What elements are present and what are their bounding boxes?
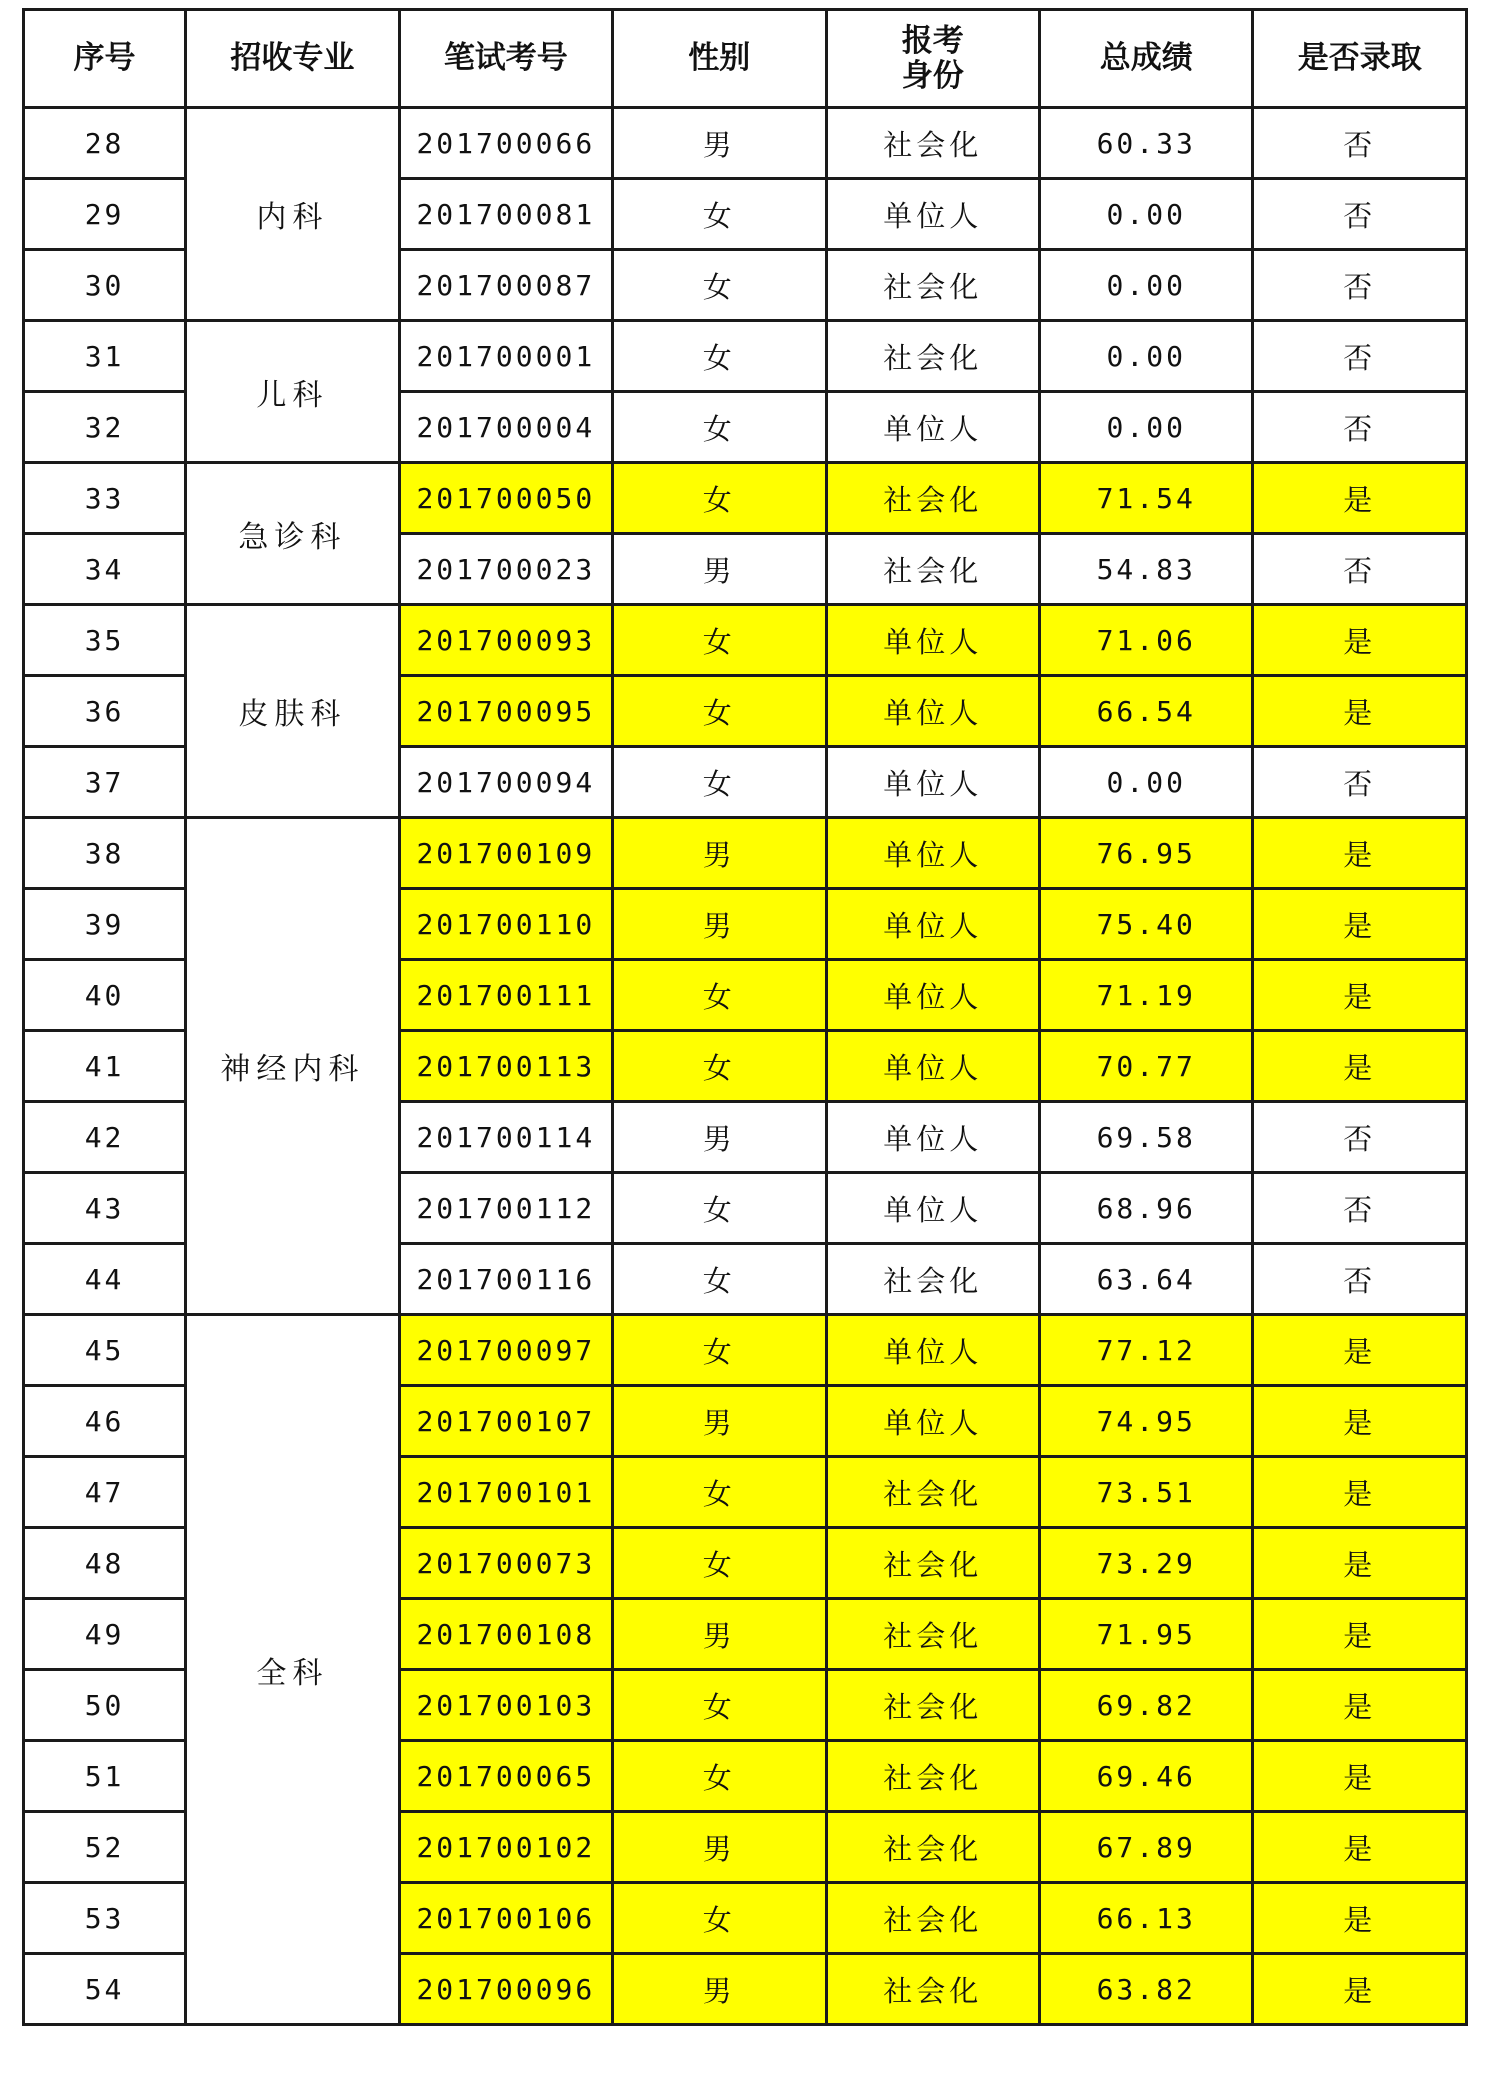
cell-gender: 女 (613, 1031, 826, 1102)
cell-gender: 女 (613, 1315, 826, 1386)
cell-major: 急诊科 (186, 463, 399, 605)
cell-admitted: 是 (1253, 1528, 1467, 1599)
cell-exam-no: 201700116 (399, 1244, 612, 1315)
cell-exam-no: 201700111 (399, 960, 612, 1031)
cell-total: 66.13 (1039, 1883, 1252, 1954)
cell-admitted: 否 (1253, 250, 1467, 321)
cell-exam-no: 201700073 (399, 1528, 612, 1599)
cell-admitted: 否 (1253, 1244, 1467, 1315)
cell-total: 73.29 (1039, 1528, 1252, 1599)
cell-exam-no: 201700001 (399, 321, 612, 392)
cell-identity: 单位人 (826, 1315, 1039, 1386)
cell-identity: 社会化 (826, 1812, 1039, 1883)
cell-gender: 女 (613, 321, 826, 392)
cell-exam-no: 201700081 (399, 179, 612, 250)
table-row (24, 463, 1467, 534)
cell-exam-no: 201700093 (399, 605, 612, 676)
cell-exam-no: 201700101 (399, 1457, 612, 1528)
cell-total: 71.95 (1039, 1599, 1252, 1670)
table-row (24, 321, 1467, 392)
cell-admitted: 是 (1253, 1741, 1467, 1812)
cell-seq: 38 (24, 818, 186, 889)
cell-total: 70.77 (1039, 1031, 1252, 1102)
cell-gender: 女 (613, 1670, 826, 1741)
table-row (24, 818, 1467, 889)
cell-admitted: 是 (1253, 1386, 1467, 1457)
cell-seq: 33 (24, 463, 186, 534)
cell-exam-no: 201700102 (399, 1812, 612, 1883)
cell-total: 71.06 (1039, 605, 1252, 676)
cell-identity: 社会化 (826, 1741, 1039, 1812)
cell-seq: 49 (24, 1599, 186, 1670)
cell-admitted: 是 (1253, 1599, 1467, 1670)
cell-gender: 男 (613, 1954, 826, 2025)
cell-seq: 50 (24, 1670, 186, 1741)
cell-identity: 社会化 (826, 1670, 1039, 1741)
cell-gender: 女 (613, 1457, 826, 1528)
table-row (24, 605, 1467, 676)
cell-seq: 44 (24, 1244, 186, 1315)
cell-total: 69.82 (1039, 1670, 1252, 1741)
header-gender: 性别 (613, 10, 826, 108)
cell-exam-no: 201700004 (399, 392, 612, 463)
cell-identity: 社会化 (826, 1457, 1039, 1528)
cell-major: 神经内科 (186, 818, 399, 1315)
cell-identity: 单位人 (826, 889, 1039, 960)
header-row (24, 10, 1467, 108)
cell-total: 76.95 (1039, 818, 1252, 889)
cell-identity: 社会化 (826, 108, 1039, 179)
cell-admitted: 是 (1253, 1457, 1467, 1528)
cell-seq: 30 (24, 250, 186, 321)
cell-seq: 52 (24, 1812, 186, 1883)
cell-identity: 单位人 (826, 605, 1039, 676)
cell-total: 60.33 (1039, 108, 1252, 179)
cell-gender: 男 (613, 1386, 826, 1457)
cell-gender: 男 (613, 1102, 826, 1173)
cell-gender: 男 (613, 1812, 826, 1883)
cell-admitted: 否 (1253, 321, 1467, 392)
cell-seq: 41 (24, 1031, 186, 1102)
cell-admitted: 是 (1253, 463, 1467, 534)
cell-exam-no: 201700114 (399, 1102, 612, 1173)
cell-gender: 男 (613, 818, 826, 889)
cell-gender: 女 (613, 250, 826, 321)
cell-total: 0.00 (1039, 321, 1252, 392)
cell-total: 68.96 (1039, 1173, 1252, 1244)
header-exam-no: 笔试考号 (399, 10, 612, 108)
cell-seq: 39 (24, 889, 186, 960)
cell-identity: 社会化 (826, 1954, 1039, 2025)
cell-total: 54.83 (1039, 534, 1252, 605)
cell-identity: 单位人 (826, 392, 1039, 463)
cell-admitted: 否 (1253, 392, 1467, 463)
cell-admitted: 是 (1253, 1031, 1467, 1102)
cell-seq: 45 (24, 1315, 186, 1386)
cell-identity: 单位人 (826, 1386, 1039, 1457)
cell-total: 66.54 (1039, 676, 1252, 747)
cell-total: 77.12 (1039, 1315, 1252, 1386)
cell-total: 71.54 (1039, 463, 1252, 534)
header-admitted: 是否录取 (1253, 10, 1467, 108)
cell-admitted: 是 (1253, 676, 1467, 747)
cell-seq: 40 (24, 960, 186, 1031)
cell-total: 75.40 (1039, 889, 1252, 960)
cell-major: 儿科 (186, 321, 399, 463)
table-row (24, 108, 1467, 179)
cell-admitted: 是 (1253, 1883, 1467, 1954)
table-row (24, 1315, 1467, 1386)
header-identity (826, 10, 1039, 108)
cell-admitted: 是 (1253, 1812, 1467, 1883)
cell-seq: 32 (24, 392, 186, 463)
cell-admitted: 是 (1253, 960, 1467, 1031)
cell-seq: 37 (24, 747, 186, 818)
cell-gender: 女 (613, 747, 826, 818)
cell-gender: 男 (613, 534, 826, 605)
cell-seq: 31 (24, 321, 186, 392)
cell-admitted: 是 (1253, 889, 1467, 960)
cell-identity: 单位人 (826, 676, 1039, 747)
cell-identity: 单位人 (826, 818, 1039, 889)
cell-exam-no: 201700109 (399, 818, 612, 889)
header-major: 招收专业 (186, 10, 399, 108)
cell-gender: 女 (613, 960, 826, 1031)
cell-total: 63.82 (1039, 1954, 1252, 2025)
cell-gender: 女 (613, 676, 826, 747)
cell-identity: 单位人 (826, 1173, 1039, 1244)
cell-gender: 男 (613, 108, 826, 179)
cell-exam-no: 201700107 (399, 1386, 612, 1457)
cell-identity: 单位人 (826, 960, 1039, 1031)
cell-exam-no: 201700094 (399, 747, 612, 818)
cell-exam-no: 201700065 (399, 1741, 612, 1812)
cell-seq: 48 (24, 1528, 186, 1599)
cell-gender: 男 (613, 889, 826, 960)
cell-identity: 社会化 (826, 463, 1039, 534)
cell-exam-no: 201700095 (399, 676, 612, 747)
cell-identity: 单位人 (826, 179, 1039, 250)
cell-total: 0.00 (1039, 392, 1252, 463)
cell-admitted: 是 (1253, 818, 1467, 889)
cell-seq: 43 (24, 1173, 186, 1244)
cell-total: 63.64 (1039, 1244, 1252, 1315)
cell-admitted: 否 (1253, 534, 1467, 605)
results-table (22, 8, 1468, 2026)
cell-identity: 社会化 (826, 321, 1039, 392)
cell-total: 0.00 (1039, 250, 1252, 321)
cell-admitted: 否 (1253, 1173, 1467, 1244)
table-header (24, 10, 1467, 108)
cell-identity: 单位人 (826, 1102, 1039, 1173)
cell-admitted: 否 (1253, 747, 1467, 818)
cell-gender: 男 (613, 1599, 826, 1670)
cell-admitted: 否 (1253, 108, 1467, 179)
cell-total: 71.19 (1039, 960, 1252, 1031)
cell-major: 全科 (186, 1315, 399, 2025)
cell-seq: 54 (24, 1954, 186, 2025)
cell-seq: 36 (24, 676, 186, 747)
header-seq: 序号 (24, 10, 186, 108)
cell-exam-no: 201700110 (399, 889, 612, 960)
cell-seq: 35 (24, 605, 186, 676)
cell-exam-no: 201700096 (399, 1954, 612, 2025)
header-total: 总成绩 (1039, 10, 1252, 108)
cell-total: 0.00 (1039, 179, 1252, 250)
cell-gender: 女 (613, 1528, 826, 1599)
cell-total: 69.46 (1039, 1741, 1252, 1812)
table-body (24, 108, 1467, 2025)
cell-seq: 47 (24, 1457, 186, 1528)
cell-seq: 51 (24, 1741, 186, 1812)
cell-exam-no: 201700108 (399, 1599, 612, 1670)
cell-gender: 女 (613, 392, 826, 463)
cell-identity: 社会化 (826, 1528, 1039, 1599)
cell-exam-no: 201700066 (399, 108, 612, 179)
cell-gender: 女 (613, 179, 826, 250)
cell-admitted: 否 (1253, 179, 1467, 250)
cell-seq: 53 (24, 1883, 186, 1954)
cell-exam-no: 201700112 (399, 1173, 612, 1244)
cell-gender: 女 (613, 1883, 826, 1954)
cell-exam-no: 201700023 (399, 534, 612, 605)
cell-gender: 女 (613, 463, 826, 534)
cell-seq: 28 (24, 108, 186, 179)
cell-gender: 女 (613, 605, 826, 676)
cell-identity: 社会化 (826, 1883, 1039, 1954)
cell-exam-no: 201700103 (399, 1670, 612, 1741)
cell-identity: 社会化 (826, 1244, 1039, 1315)
cell-major: 皮肤科 (186, 605, 399, 818)
cell-identity: 社会化 (826, 534, 1039, 605)
cell-total: 74.95 (1039, 1386, 1252, 1457)
cell-identity: 单位人 (826, 747, 1039, 818)
cell-admitted: 否 (1253, 1102, 1467, 1173)
cell-major: 内科 (186, 108, 399, 321)
cell-exam-no: 201700113 (399, 1031, 612, 1102)
cell-gender: 女 (613, 1244, 826, 1315)
cell-exam-no: 201700097 (399, 1315, 612, 1386)
cell-admitted: 是 (1253, 1670, 1467, 1741)
cell-admitted: 是 (1253, 605, 1467, 676)
cell-identity: 社会化 (826, 250, 1039, 321)
cell-exam-no: 201700087 (399, 250, 612, 321)
cell-admitted: 是 (1253, 1954, 1467, 2025)
cell-exam-no: 201700106 (399, 1883, 612, 1954)
cell-exam-no: 201700050 (399, 463, 612, 534)
cell-total: 67.89 (1039, 1812, 1252, 1883)
cell-total: 69.58 (1039, 1102, 1252, 1173)
cell-identity: 单位人 (826, 1031, 1039, 1102)
cell-seq: 34 (24, 534, 186, 605)
cell-total: 0.00 (1039, 747, 1252, 818)
cell-gender: 女 (613, 1741, 826, 1812)
cell-seq: 46 (24, 1386, 186, 1457)
cell-identity: 社会化 (826, 1599, 1039, 1670)
cell-gender: 女 (613, 1173, 826, 1244)
cell-seq: 42 (24, 1102, 186, 1173)
cell-admitted: 是 (1253, 1315, 1467, 1386)
header-identity-line1: 报考 (901, 23, 964, 60)
cell-seq: 29 (24, 179, 186, 250)
header-identity-line2: 身份 (901, 57, 964, 94)
cell-total: 73.51 (1039, 1457, 1252, 1528)
